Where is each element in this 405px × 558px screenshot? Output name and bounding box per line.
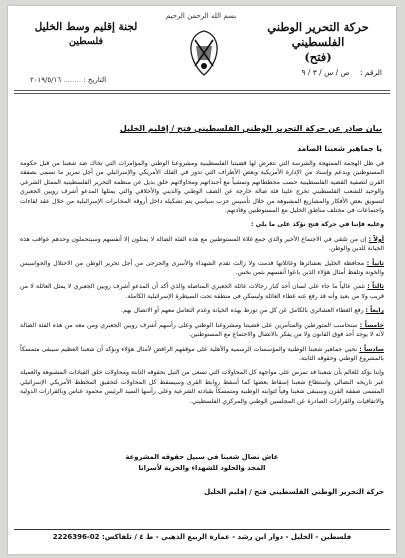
intro-paragraph: في ظل الهجمة الممنهجة والشرسة التي تتعرض لها قضيتنا الفلسطينية ومشروعنا الوطني والمؤامرات التي تحاك ضد شعبنا من قبل حكومة المستوطنين وبدعم وإسناد من الإدارة الأمريكية وبعض الأطراف التي تدور في الفلك الأمريكي والإسرائيلي من أجل تمرير ما تسمى بصفقة القرن لتصفية القضية الفلسطينية حسب مخططاتهم وتمشياً مع أجنداتهم ومحاولاتهم خلق بديل عن منظمة التحرير الفلسطينية الممثل الشرعي والوحيد للشعب الفلسطيني تخرج علينا فئة ضالة خارجة عن الصف الوطني والديني والأخلاقي والتي يمثلها المدعو أشرف رويين الجعبري لتسويق بعض الأفكار والمشاريع المشبوهة من خلال تأسيس حزب سياسي يتم تشكيله داخل أروقة المخابرات الإسرائيلية من خلال عقد لقاءات واجتماعات في مختلف مناطق الخليل مع المستوطنين وقادتهم. xyxy=(20,160,384,215)
statement-title: بيان صادر عن حركة التحرير الوطني الفلسطيني فتح / إقليم الخليل xyxy=(119,124,382,133)
organization-name-line1: حركة التحرير الوطني الفلسطيني xyxy=(267,20,369,49)
basmala: بسم الله الرحمن الرحيم xyxy=(165,12,237,20)
lead-paragraph: وعليه فإننا في حركة فتح نؤكد على ما يلي : xyxy=(251,221,384,229)
list-item xyxy=(20,306,384,315)
document-date: التاريخ : ........ ٢٠١٩/٥/١٦ xyxy=(30,76,107,84)
organization-name xyxy=(248,20,388,65)
item-text: رفع الغطاء العشائري بالكامل عن كل من تورط بهذه الخيانة وعدم التعامل معهم أو الاتصال بهم. xyxy=(121,307,364,315)
reference-label: الرقم : xyxy=(360,68,382,77)
document-page xyxy=(8,6,396,554)
item-number: خامساً : xyxy=(359,321,384,329)
closing-line1: عاش نضال شعبنا في سبيل حقوقه المشروعة xyxy=(125,453,279,461)
outro-paragraph: وإننا نؤكد للعالم بأن شعبنا قد تمرس على مواجهة كل المحاولات التي تسعى من النيل بحقوقه الثابتة ومحاولات خلق القيادات المشبوهة والعميلة عبر تاريخه النضالي واستطاع شعبنا إسقاط بعضها كما أسقط روابط القرى وسيسقط كل المحاولات لتحقيق المخطط الأمريكي الإسرائيلي المسمى صفقة القرن وسيبقى شعبنا وفياً لثوابته الوطنية ومتمسكاً بقيادته الشرعية وعلى رأسها السيد الرئيس محمود عباس وبالقرارات الدولية والاتفاقيات والقرارات الصادرة عن المجلسين الوطني والمركزي الفلسطيني. xyxy=(20,369,384,405)
fatah-emblem-icon xyxy=(184,28,224,78)
list-item xyxy=(20,321,384,340)
closing-slogans xyxy=(48,452,356,474)
item-text: نحيي جماهير شعبنا الوطنية والمؤسسات الرسمية والأهلية على موقفهم الرافض لأمثال هؤلاء ونؤكد أن شعبنا العظيم سيبقى متمسكاً بالمشروع الوطني وحقوقه الثابتة. xyxy=(20,345,384,362)
regional-committee-line1: لجنة إقليم وسط الخليل xyxy=(34,21,138,33)
header-divider xyxy=(14,90,390,91)
item-text: إن من تلتقي في الاجتماع الأخير والذي جمع غلاة المستوطنين مع هذه الفئة الضالة لا يمثلون إلا أنفسهم وسيتحملون وحدهم عواقب هذه الخيانة للدين والوطن. xyxy=(20,235,384,253)
closing-line2: المجد والخلود للشهداء والحرية لأسرانا xyxy=(138,464,266,472)
list-item xyxy=(20,259,384,278)
reference-value: ص / س / ٣ / ٩ xyxy=(301,68,350,77)
organization-name-line2: (فتح) xyxy=(304,50,332,64)
salutation: يا جماهير شعبنا الصامد xyxy=(297,144,382,153)
reference-number xyxy=(301,68,382,77)
item-number: ثالثاً : xyxy=(367,283,385,291)
header-divider-secondary xyxy=(14,93,390,94)
item-number: رابعاً : xyxy=(365,307,384,315)
item-text: محافظة الخليل بعشائرها وعائلاتها قدمت ولا زالت تقدم الشهداء والأسرى والجرحى من أجل تحرير الوطن من الاحتلال والجواسيس والخونة وتلفظ أمثال هؤلاء الذين باعوا أنفسهم بثمن بخس. xyxy=(20,259,384,277)
date-label: التاريخ : xyxy=(83,76,107,84)
item-number: أولاً : xyxy=(368,235,385,243)
footer-address: فلسطين - الخليل - دوار ابن رشد - عمارة الربيع الذهبي - ط ٤ / تلفاكس: 02-2226396 xyxy=(14,529,390,544)
signature: حركة التحرير الوطني الفلسطيني فتح / إقليم الخليل xyxy=(204,488,384,496)
list-item xyxy=(20,282,384,301)
statement-body xyxy=(20,159,384,411)
item-number: ثانياً : xyxy=(366,259,384,267)
list-item xyxy=(20,345,384,364)
item-text: تثمن عالياً ما جاء على لسان أحد كبار رجالات عائلة الجعبري المناضلة والذي أكد أن المدعو أشرف رويين الجعبري لا يمثل العائلة لا من قريب ولا من بعيد وأنه قد رفع عنه غطاء العائلة وليسكن في منطقة تحت السيطرة الإسرائيلية الكاملة. xyxy=(20,283,384,300)
regional-committee-line2: فلسطين xyxy=(68,36,104,47)
item-number: سادساً : xyxy=(359,345,385,353)
item-text: سنحاسب المتورطين والمتآمرين على قضيتنا ومشروعنا الوطني وعلى رأسهم أشرف رويين الجعبري ومن معه من هذه الفئة الضالة لأنه لا يوجد أحد فوق القانون ولا من يفكر بالاتصال والاجتماع مع المستوطنين. xyxy=(20,321,384,339)
letterhead xyxy=(8,6,396,92)
list-item xyxy=(20,235,384,254)
regional-committee-name xyxy=(16,20,156,49)
date-value: ٢٠١٩/٥/١٦ xyxy=(30,76,62,84)
